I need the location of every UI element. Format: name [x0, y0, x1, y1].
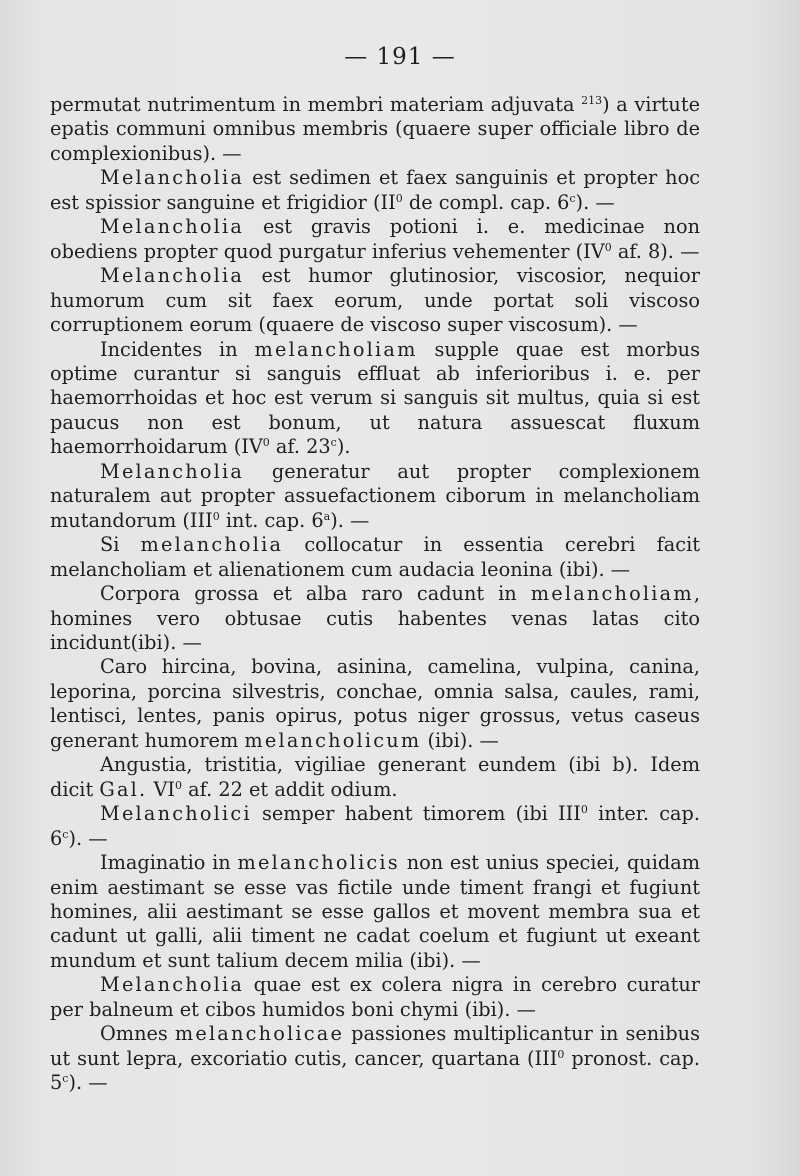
superscript: 0: [580, 803, 588, 817]
spaced-term: Melancholia: [100, 215, 245, 239]
text-run: af. 23: [269, 435, 331, 459]
text-run: permutat nutrimentum in membri materiam adjuvata: [50, 93, 582, 116]
paragraph: [50, 338, 700, 460]
paragraph: [50, 533, 700, 582]
superscript: c: [569, 191, 576, 205]
text-run: ). —: [68, 1071, 108, 1095]
text-run: est sedimen et faex sanguinis et propter hoc est spissior sanguine et frigidior (II: [50, 166, 700, 214]
spaced-term: melancholia: [140, 533, 284, 557]
superscript: c: [330, 436, 337, 450]
spaced-term: Melancholici: [100, 802, 252, 826]
page-number: — 191 —: [344, 44, 456, 70]
text-run: Corpora grossa et alba raro cadunt in: [100, 582, 531, 606]
paragraph: [50, 851, 700, 973]
superscript: 0: [175, 778, 183, 792]
spaced-term: Gal.: [99, 777, 148, 801]
text-run: int. cap. 6: [219, 508, 324, 532]
spaced-term: melancholicae: [174, 1022, 345, 1046]
paragraph: [50, 166, 700, 215]
text-run: Imaginatio in: [100, 851, 238, 875]
spaced-term: melancholiam: [254, 337, 418, 361]
superscript: 213: [581, 94, 603, 107]
text-run: supple quae est morbus optime curantur si sanguis effluat ab inferioribus i. e. per haemorrhoidas et hoc est verum si sanguis sit multus, quia si est paucus non est bonum, ut natura assuescat fluxum haemorrhoidarum (IV: [50, 337, 700, 459]
paragraph: [50, 264, 700, 337]
superscript: a: [323, 509, 331, 523]
paragraph: [50, 582, 700, 655]
text-run: (ibi). —: [421, 728, 499, 752]
paragraph: [50, 753, 700, 802]
text-run: collocatur in essentia cerebri facit melancholiam et alienationem cum audacia leonina (ibi). —: [50, 533, 700, 581]
text-run: passiones multiplicantur in senibus ut sunt lepra, excoriatio cutis, cancer, quartana (III: [50, 1022, 700, 1070]
text-run: ). —: [330, 508, 370, 532]
paragraph: [50, 1022, 700, 1095]
superscript: 0: [604, 240, 612, 254]
text-run: Si: [100, 533, 141, 557]
spaced-term: Melancholia: [100, 459, 245, 483]
superscript: 0: [557, 1047, 565, 1061]
text-run: af. 8). —: [611, 239, 700, 263]
superscript: c: [62, 827, 69, 841]
paragraph: [50, 460, 700, 533]
text-run: VI: [147, 777, 176, 801]
text-run: est gravis potioni i. e. medicinae non obediens propter quod purgatur inferius vehementer (IV: [50, 215, 700, 263]
text-run: ) a virtute epatis communi omnibus membris (quaere super officiale libro de complexionibus). —: [50, 93, 700, 165]
paragraph: [50, 655, 700, 753]
paragraph: [50, 802, 700, 851]
paragraph: [50, 215, 700, 264]
spaced-term: melancholiam: [530, 582, 694, 606]
spaced-term: Melancholia: [100, 264, 245, 288]
text-run: ). —: [68, 826, 108, 850]
spaced-term: Melancholia: [100, 973, 245, 997]
superscript: 0: [262, 436, 270, 450]
text-run: af. 22 et addit odium.: [182, 777, 398, 801]
paragraph: [50, 93, 700, 166]
text-run: Angustia, tristitia, vigiliae generant eundem (ibi b). Idem dicit: [50, 753, 700, 801]
superscript: 0: [395, 191, 403, 205]
text-run: non est unius speciei, quidam enim aestimant se esse vas fictile unde timent frangi et fugiunt homines, alii aestimant se esse gallos et movent membra sua et cadunt ut galli, alii timent ne cadat coelum et fugiunt ut exeant mundum et sunt talium decem milia (ibi). —: [50, 851, 701, 972]
spaced-term: melancholicum: [244, 728, 422, 752]
text-run: est humor glutinosior, viscosior, nequior humorum cum sit faex eorum, unde portat soli viscoso corruptionem eorum (quaere de viscoso super viscosum). —: [50, 264, 700, 337]
text-run: semper habent timorem (ibi III: [251, 802, 581, 826]
text-run: pronost. cap. 5: [50, 1046, 700, 1095]
text-run: generatur aut propter complexionem naturalem aut propter assuefactionem ciborum in melancholiam mutandorum (III: [50, 459, 700, 532]
spaced-term: Melancholia: [100, 166, 245, 190]
superscript: 0: [212, 509, 220, 523]
body-text: [50, 93, 700, 1096]
text-run: Omnes: [100, 1022, 175, 1046]
superscript: c: [62, 1072, 69, 1086]
paragraph: [50, 973, 700, 1022]
text-run: ).: [336, 435, 351, 459]
text-run: inter. cap. 6: [50, 802, 700, 850]
text-run: de compl. cap. 6: [402, 190, 570, 214]
text-run: Incidentes in: [100, 337, 255, 361]
spaced-term: melancholicis: [237, 851, 400, 875]
text-run: ). —: [575, 190, 615, 214]
text-run: , homines vero obtusae cutis habentes venas latas cito incidunt(ibi). —: [50, 582, 700, 654]
text-run: quae est ex colera nigra in cerebro curatur per balneum et cibos humidos boni chymi (ibi). —: [50, 973, 700, 1021]
text-run: Caro hircina, bovina, asinina, camelina, vulpina, canina, leporina, porcina silvestris, conchae, omnia salsa, caules, rami, lentisci, lentes, panis opirus, potus niger grossus, vetus caseus generant humorem: [50, 655, 700, 752]
